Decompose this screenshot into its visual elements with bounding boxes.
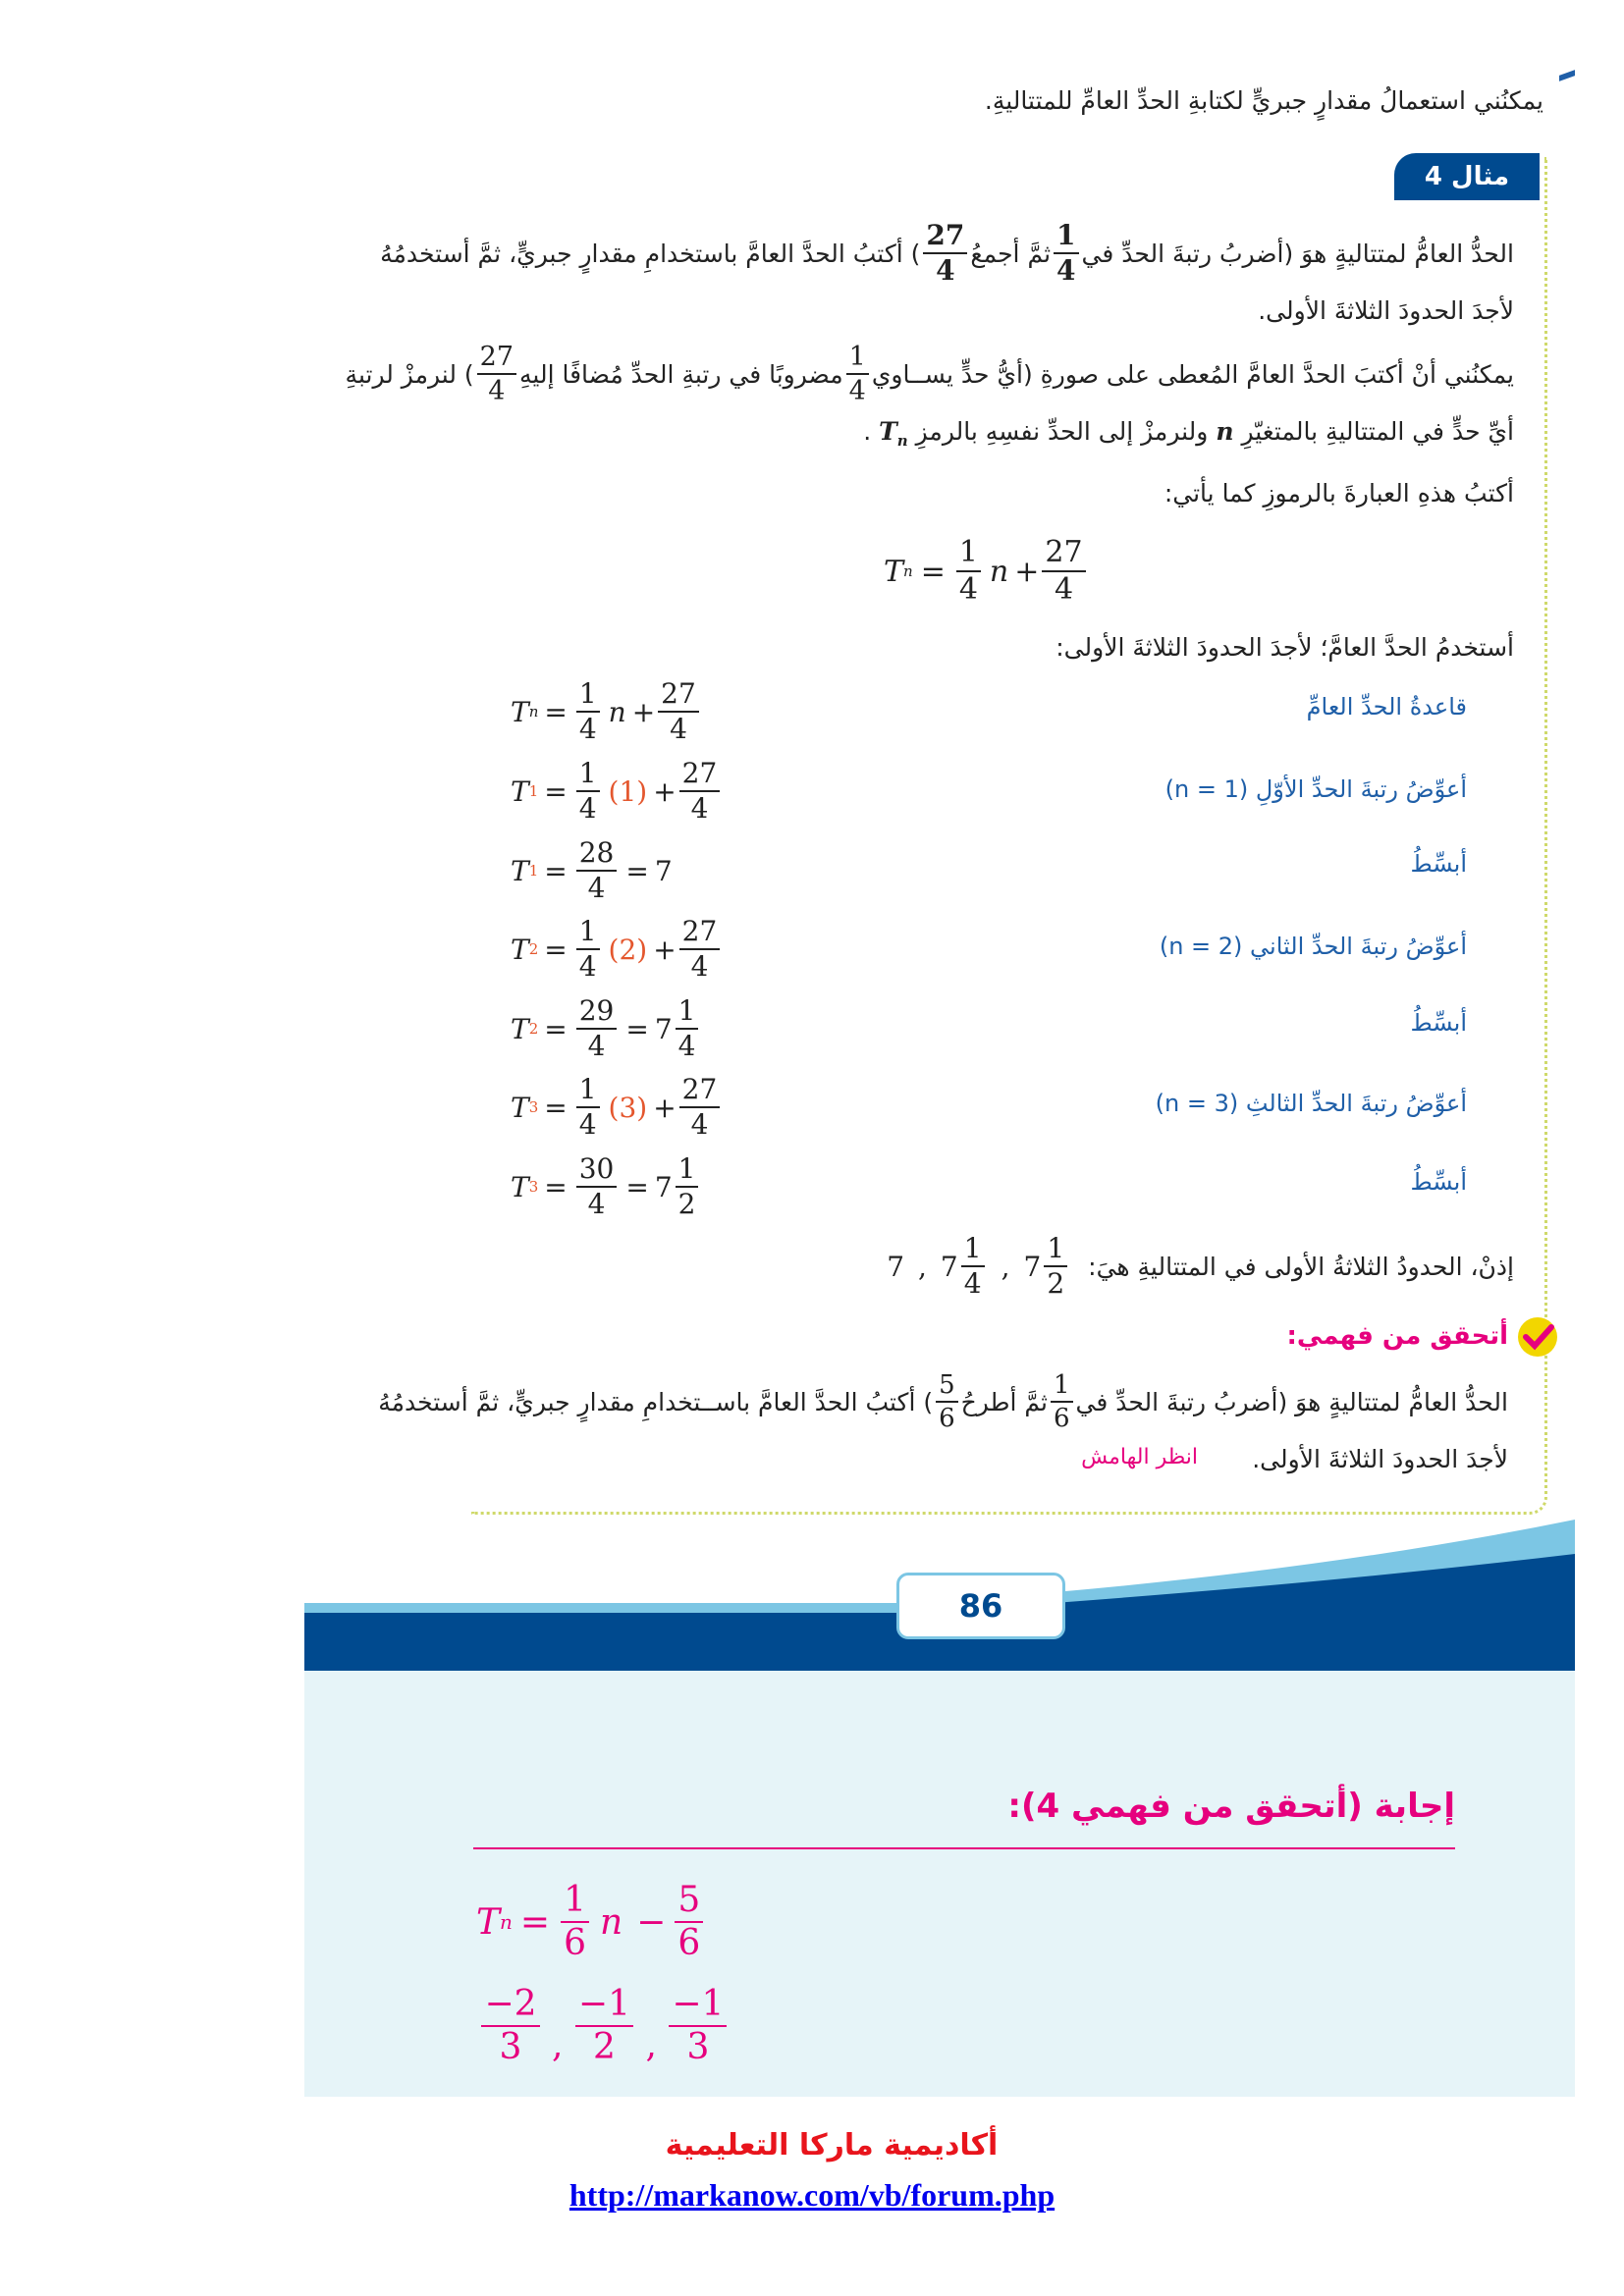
step-rule: قاعدةُ الحدِّ العامِّ (1306, 693, 1467, 721)
write-symbols-text: أكتبُ هذهِ العبارةَ بالرموزِ كما يأتي: (1164, 479, 1514, 507)
step-substitute-3: أعوِّضُ رتبةَ الحدِّ الثالثِ (n = 3) (1155, 1090, 1467, 1117)
result-whole: 7 (654, 1170, 673, 1203)
comma: , (1001, 1250, 1010, 1283)
plus: + (1014, 554, 1040, 589)
frac-num: 1 (676, 997, 699, 1030)
frac-num: 29 (576, 997, 618, 1030)
frac-num: 1 (1054, 222, 1078, 254)
fraction-one-quarter (956, 535, 981, 607)
result-whole: 7 (654, 1012, 673, 1045)
frac-den: 4 (578, 1108, 597, 1141)
general-term-formula (884, 535, 1089, 607)
page-number-box (896, 1573, 1065, 1639)
equals: = (544, 1012, 568, 1045)
answer-divider (473, 1847, 1455, 1849)
forum-link[interactable]: http://markanow.com/vb/forum.php (568, 2177, 1056, 2213)
frac-num: −2 (481, 1987, 539, 2027)
subscript: 1 (528, 782, 539, 800)
example-explanation-line2: أيِّ حدٍّ في المتتاليةِ بالمتغيّرِ n ولنرمزْ إلى الحدِّ نفسِهِ بالرمزِ $T_n$ . (863, 417, 1514, 450)
frac-num: 1 (576, 1076, 600, 1108)
subscript: 3 (528, 1098, 539, 1116)
fraction-29-quarters (576, 994, 618, 1062)
frac-den: 3 (499, 2027, 522, 2067)
comma: , (918, 1250, 927, 1283)
frac-den: 3 (686, 2027, 710, 2067)
frac-den: 4 (690, 1108, 709, 1141)
minus: − (636, 1901, 667, 1943)
frac-num: −1 (669, 1987, 727, 2027)
equals: = (625, 854, 649, 887)
plus: + (653, 933, 677, 966)
T-symbol: T (511, 1012, 529, 1045)
fraction-answer-2 (569, 1984, 638, 2067)
step-simplify-3: أبسِّطُ (1410, 1168, 1467, 1196)
check-text-c: ) أكتبُ الحدَّ العامَّ باســتخدامِ مقدارٍ جبريٍّ، ثمَّ أستخدمُهُ (378, 1387, 934, 1416)
problem-text-c: ) أكتبُ الحدَّ العامَّ باستخدامِ مقدارٍ جبريٍّ، ثمَّ أستخدمُهُ (380, 239, 921, 268)
frac-num: 1 (576, 760, 600, 792)
equation-sub3 (511, 1073, 723, 1141)
frac-den: 6 (677, 1923, 701, 1963)
fraction-27-quarters (923, 219, 967, 287)
fraction-one-quarter (576, 915, 600, 983)
problem-text-a: الحدُّ العامُّ لمتتاليةٍ هوَ (أضربُ رتبةَ الحدِّ في (1081, 239, 1514, 268)
frac-den: 4 (587, 1188, 606, 1220)
frac-num: 1 (676, 1155, 699, 1188)
substituted-value: (2) (608, 933, 648, 966)
fraction-five-sixths (675, 1880, 703, 1963)
frac-den: 6 (939, 1404, 955, 1433)
frac-den: 4 (848, 376, 866, 406)
explain-line2-b: ولنرمزْ إلى الحدِّ نفسِهِ بالرمزِ (915, 417, 1209, 446)
fraction-one-quarter (576, 757, 600, 825)
fraction-27-quarters (658, 677, 699, 745)
subscript: 2 (528, 940, 539, 958)
fraction-one-quarter (846, 344, 869, 404)
fraction-answer-3 (664, 1984, 732, 2067)
check-badge-icon (1514, 1313, 1561, 1361)
fraction-27-quarters (477, 344, 516, 404)
fraction-30-quarters (576, 1152, 618, 1220)
use-general-term-text: أستخدمُ الحدَّ العامَّ؛ لأجدَ الحدودَ الثلاثةَ الأولى: (1056, 633, 1514, 662)
frac-num: 27 (923, 222, 967, 254)
frac-den: 4 (587, 1030, 606, 1062)
result-value: 7 (654, 854, 673, 887)
equals: = (519, 1901, 551, 1943)
frac-den: 6 (564, 1923, 586, 1963)
substituted-value: (1) (608, 774, 648, 808)
var-n: n (599, 1901, 623, 1943)
explain-text-c: ) لنرمزْ لرتبةِ (345, 359, 474, 389)
equation-sub1 (511, 757, 723, 825)
equals: = (625, 1170, 649, 1203)
step-substitute-2: أعوِّضُ رتبةَ الحدِّ الثاني (n = 2) (1159, 933, 1467, 960)
subscript: n (896, 432, 908, 450)
equals: = (544, 933, 568, 966)
check-title: أتحقق من فهمي: (1286, 1321, 1508, 1351)
frac-num: 1 (1051, 1372, 1073, 1403)
example-tag: مثال 4 (1394, 153, 1540, 200)
corner-mark (1559, 70, 1575, 81)
equation-sub2 (511, 915, 723, 983)
equals: = (544, 1091, 568, 1124)
T-symbol: T (476, 1901, 501, 1943)
step-substitute-1: أعوِّضُ رتبةَ الحدِّ الأوّلِ (n = 1) (1164, 775, 1467, 803)
frac-den: 4 (587, 872, 606, 904)
T-symbol: T (879, 417, 897, 446)
subscript: 3 (528, 1178, 539, 1196)
frac-den: 4 (1054, 572, 1074, 607)
fraction-27-quarters (679, 915, 721, 983)
substituted-value: (3) (608, 1091, 648, 1124)
answer-formula (476, 1880, 706, 1963)
frac-num: 1 (961, 1235, 985, 1267)
explain-text-b: مضروبًا في رتبةِ الحدِّ مُضافًا إليهِ (519, 359, 843, 389)
frac-den: 4 (690, 950, 709, 983)
example-problem-line2: لأجدَ الحدودَ الثلاثةَ الأولى. (1258, 296, 1514, 325)
conclusion (887, 1232, 1514, 1300)
plus: + (653, 774, 677, 808)
plus: + (653, 1091, 677, 1124)
step-simplify-2: أبسِّطُ (1410, 1009, 1467, 1037)
frac-num: 27 (679, 1076, 721, 1108)
var-n: n (1216, 417, 1234, 446)
frac-num: 1 (576, 680, 600, 713)
T-symbol: T (511, 933, 529, 966)
frac-den: 4 (488, 376, 506, 406)
term-3-whole: 7 (1023, 1250, 1042, 1283)
frac-num: 27 (1042, 538, 1085, 572)
frac-num: 1 (561, 1883, 589, 1923)
frac-num: 28 (576, 839, 618, 872)
academy-name: أكاديمية ماركا التعليمية (665, 2128, 999, 2163)
frac-den: 2 (677, 1188, 696, 1220)
var-Tn (879, 417, 908, 450)
fraction-27-quarters (679, 1073, 721, 1141)
explain-line2-a: أيِّ حدٍّ في المتتاليةِ بالمتغيّرِ (1241, 417, 1514, 446)
frac-den: 4 (1056, 254, 1076, 287)
frac-den: 4 (958, 572, 978, 607)
frac-num: 1 (576, 918, 600, 950)
check-text-a: الحدُّ العامُّ لمتتاليةٍ هوَ (أضربُ رتبةَ الحدِّ في (1075, 1387, 1508, 1416)
subscript: 2 (528, 1020, 539, 1038)
example-explanation (346, 344, 1514, 404)
T-symbol: T (884, 554, 904, 589)
var-n: n (989, 554, 1009, 589)
frac-den: 4 (963, 1267, 982, 1300)
frac-den: 4 (578, 792, 597, 825)
fraction-one-quarter (961, 1232, 985, 1300)
T-symbol: T (511, 854, 529, 887)
fraction-one-half (676, 1152, 699, 1220)
check-problem-line2: لأجدَ الحدودَ الثلاثةَ الأولى. (1252, 1445, 1508, 1473)
T-symbol: T (511, 1170, 529, 1203)
conclusion-values (887, 1232, 1070, 1300)
fraction-one-sixth (561, 1880, 589, 1963)
fraction-one-sixth (1051, 1372, 1073, 1431)
equals: = (625, 1012, 649, 1045)
frac-num: 30 (576, 1155, 618, 1188)
check-text-b: ثمَّ أطرحُ (960, 1387, 1048, 1416)
equation-simplify1 (511, 836, 673, 904)
fraction-28-quarters (576, 836, 618, 904)
comma: , (645, 2025, 657, 2065)
subscript: n (528, 703, 539, 721)
check-problem (378, 1372, 1508, 1431)
plus: + (631, 695, 656, 728)
fraction-answer-1 (476, 1984, 545, 2067)
frac-den: 6 (1053, 1404, 1070, 1433)
answer-terms (473, 1984, 735, 2067)
frac-num: 1 (1044, 1235, 1067, 1267)
frac-num: 1 (846, 344, 869, 375)
var-n: n (608, 695, 626, 728)
frac-num: 27 (679, 760, 721, 792)
T-symbol: T (511, 774, 529, 808)
step-simplify-1: أبسِّطُ (1410, 850, 1467, 878)
fraction-five-sixths (936, 1372, 958, 1431)
frac-num: 27 (679, 918, 721, 950)
intro-text: يمكنُني استعمالُ مقدارٍ جبريٍّ لكتابةِ الحدِّ العامِّ للمتتاليةِ. (984, 86, 1543, 115)
explain-text-a: يمكنُني أنْ أكتبَ الحدَّ العامَّ المُعطى على صورةِ (أيُّ حدٍّ يســاوي (871, 359, 1514, 389)
equals: = (544, 854, 568, 887)
term-1: 7 (887, 1250, 905, 1283)
frac-den: 4 (670, 713, 687, 745)
subscript: 1 (528, 862, 539, 880)
equation-simplify3 (511, 1152, 701, 1220)
page-number: 86 (958, 1587, 1003, 1625)
equals: = (544, 695, 568, 728)
T-symbol: T (511, 1091, 529, 1124)
comma: , (552, 2025, 564, 2065)
frac-num: −1 (575, 1987, 633, 2027)
fraction-one-quarter (576, 677, 600, 745)
frac-den: 4 (578, 713, 597, 745)
frac-den: 4 (677, 1030, 696, 1062)
equals: = (920, 554, 946, 589)
fraction-27-quarters (1042, 535, 1085, 607)
equation-simplify2 (511, 994, 701, 1062)
frac-den: 4 (936, 254, 955, 287)
equals: = (544, 774, 568, 808)
frac-num: 5 (675, 1883, 703, 1923)
fraction-one-quarter (1054, 219, 1078, 287)
term-2-whole: 7 (940, 1250, 958, 1283)
frac-num: 27 (477, 344, 516, 375)
answer-title: إجابة (أتحقق من فهمي 4): (1007, 1787, 1455, 1826)
equation-general (511, 677, 702, 745)
conclusion-text: إذنْ، الحدودُ الثلاثةُ الأولى في المتتاليةِ هيَ: (1088, 1252, 1514, 1281)
T-symbol: T (511, 695, 529, 728)
equals: = (544, 1170, 568, 1203)
example-problem (380, 219, 1514, 287)
frac-den: 4 (578, 950, 597, 983)
fraction-one-quarter (676, 994, 699, 1062)
margin-note: انظر الهامش (1081, 1445, 1198, 1469)
frac-num: 1 (956, 538, 981, 572)
frac-den: 2 (593, 2027, 616, 2067)
problem-text-b: ثمَّ أجمعُ (970, 239, 1052, 268)
fraction-one-half (1044, 1232, 1067, 1300)
subscript: n (903, 562, 913, 580)
subscript: n (500, 1910, 513, 1934)
frac-num: 27 (658, 680, 699, 713)
frac-num: 5 (936, 1372, 958, 1403)
fraction-27-quarters (679, 757, 721, 825)
frac-den: 4 (690, 792, 709, 825)
frac-den: 2 (1047, 1267, 1065, 1300)
fraction-one-quarter (576, 1073, 600, 1141)
